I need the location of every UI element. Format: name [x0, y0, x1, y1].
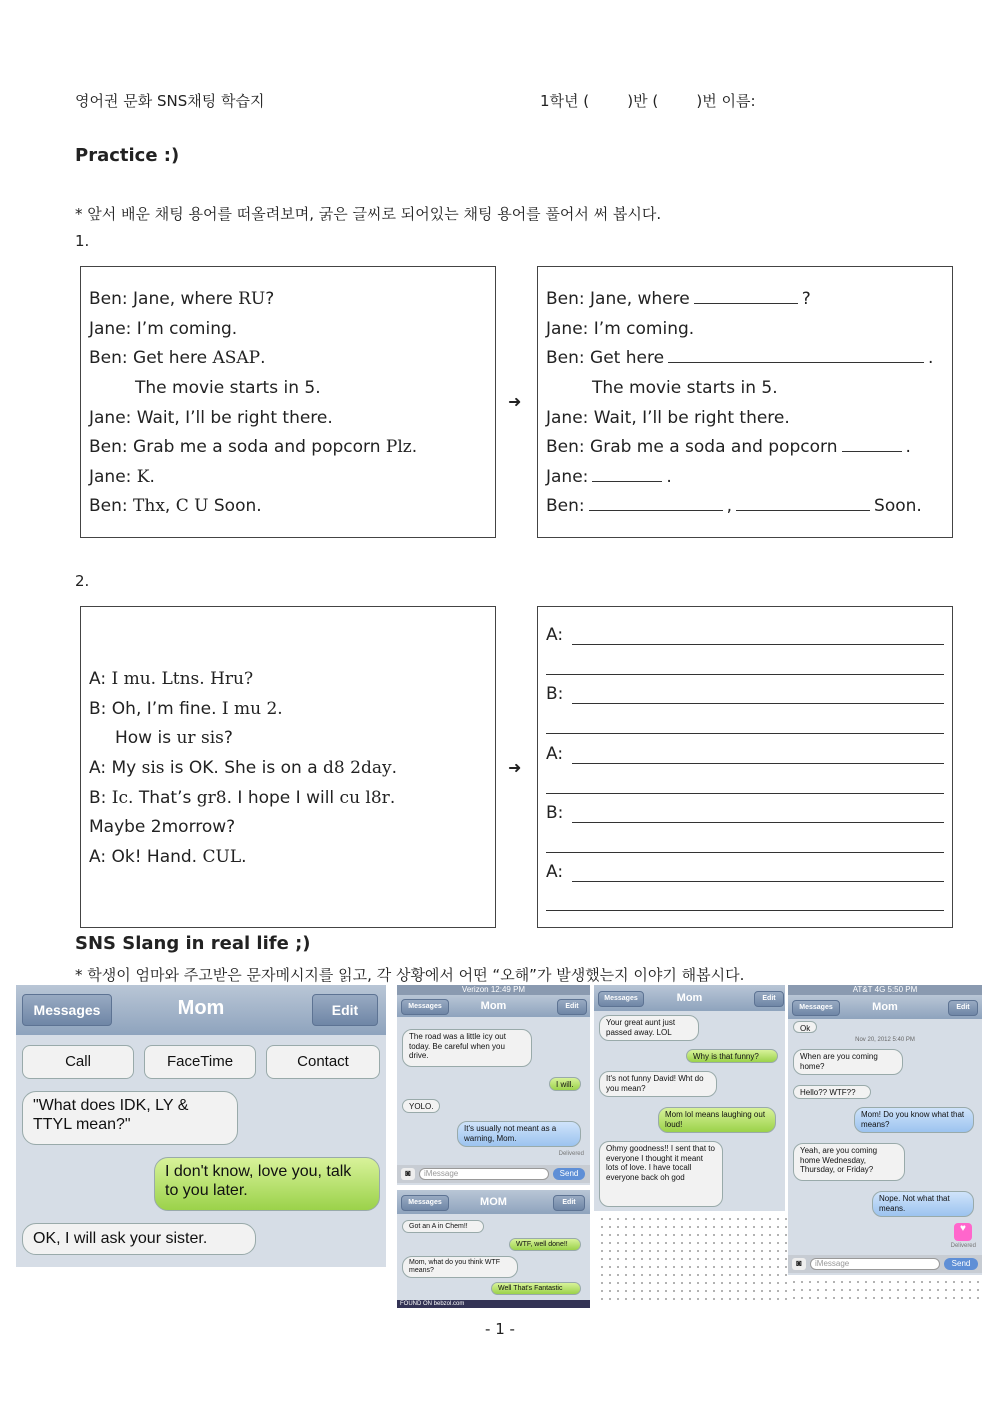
input-bar: [788, 1255, 982, 1273]
message-sent: Well That's Fantastic: [491, 1282, 581, 1295]
q2-left-line-6: Maybe 2morrow?: [89, 817, 236, 837]
facetime-button[interactable]: FaceTime: [144, 1045, 256, 1079]
background-pattern: [790, 1278, 982, 1302]
q2-answer-line[interactable]: [572, 703, 944, 704]
message-received: When are you coming home?: [793, 1049, 903, 1075]
q2-left-line-2: B: Oh, I’m fine. I mu 2.: [89, 699, 283, 719]
send-button[interactable]: Send: [944, 1258, 978, 1270]
source-footer: FOUND ON bebzol.com: [397, 1300, 590, 1308]
edit-button[interactable]: Edit: [754, 991, 784, 1007]
q2-left-line-7: A: Ok! Hand. CUL.: [89, 847, 247, 867]
screenshot-idk: [16, 985, 386, 1267]
blank-k[interactable]: [592, 467, 662, 482]
q2-answer-line[interactable]: [546, 852, 944, 853]
conversation-title: Mom: [480, 1000, 507, 1012]
delivered-label: Delivered: [950, 1243, 976, 1249]
contact-button[interactable]: Contact: [266, 1045, 380, 1079]
message-sent: I will.: [549, 1077, 581, 1091]
message-input[interactable]: iMessage: [810, 1258, 940, 1270]
blank-cu[interactable]: [736, 496, 870, 511]
q1-right-line-5: Jane: Wait, I’ll be right there.: [546, 408, 790, 428]
q1-right-line-6: Ben: Grab me a soda and popcorn .: [546, 437, 911, 457]
conversation-title: Mom: [872, 1001, 898, 1013]
camera-icon[interactable]: ◙: [792, 1258, 806, 1270]
messages-back-button[interactable]: Messages: [792, 1000, 840, 1016]
q2-answer-box: [537, 606, 953, 928]
camera-icon[interactable]: ◙: [401, 1168, 415, 1180]
screenshot-wtf-2: [788, 985, 982, 1275]
q2-answer-line[interactable]: [546, 793, 944, 794]
edit-button[interactable]: Edit: [557, 999, 587, 1015]
q1-left-line-6: Ben: Grab me a soda and popcorn Plz.: [89, 437, 418, 457]
q1-left-line-5: Jane: Wait, I’ll be right there.: [89, 408, 333, 428]
emoji-sticker-icon: ♥: [954, 1223, 972, 1241]
question-1-number: 1.: [75, 232, 90, 250]
message-received: It's not funny David! Wht do you mean?: [599, 1071, 717, 1097]
q1-left-line-1: Ben: Jane, where RU?: [89, 289, 275, 309]
delivered-label: Delivered: [558, 1151, 584, 1157]
message-sent: It's usually not meant as a warning, Mom.: [457, 1121, 581, 1147]
background-pattern: [598, 1215, 788, 1305]
page-number: - 1 -: [485, 1320, 515, 1338]
worksheet-title: 영어권 문화 SNS채팅 학습지: [75, 92, 265, 110]
message-received: Got an A in Chem!!: [402, 1220, 484, 1233]
q1-arrow-icon: ➜: [508, 392, 522, 411]
slang-instruction: * 학생이 엄마와 주고받은 문자메시지를 읽고, 각 상황에서 어떤 “오해”가 발생했는지 이야기 해봅시다.: [75, 966, 745, 984]
blank-thx[interactable]: [589, 496, 723, 511]
q1-right-line-7: Jane: .: [546, 467, 672, 487]
message-sent: Mom! Do you know what that means?: [854, 1107, 974, 1133]
message-received: Your great aunt just passed away. LOL: [599, 1015, 699, 1041]
message-received: "What does IDK, LY & TTYL mean?": [22, 1091, 238, 1145]
status-bar: AT&T 4G 5:50 PM: [788, 985, 982, 995]
message-sent: I don't know, love you, talk to you later.: [154, 1157, 380, 1211]
q1-left-line-2: Jane: I’m coming.: [89, 319, 238, 339]
q2-original-box: [80, 606, 496, 928]
q2-left-line-3: How is ur sis?: [115, 728, 233, 748]
q2-answer-line[interactable]: [572, 822, 944, 823]
messages-back-button[interactable]: Messages: [598, 991, 644, 1007]
q1-right-line-8: Ben: , Soon.: [546, 496, 922, 516]
q2-answer-label-b2: B:: [546, 803, 564, 823]
q1-left-line-8: Ben: Thx, C U Soon.: [89, 496, 262, 516]
send-button[interactable]: Send: [553, 1168, 585, 1180]
status-bar: Verizon 12:49 PM: [397, 985, 590, 995]
blank-ru[interactable]: [694, 289, 798, 304]
message-received: YOLO.: [402, 1099, 440, 1113]
q2-answer-line[interactable]: [572, 763, 944, 764]
message-sent: Nope. Not what that means.: [872, 1191, 974, 1217]
q1-left-line-3: Ben: Get here ASAP.: [89, 348, 266, 368]
q1-right-line-1: Ben: Jane, where ?: [546, 289, 811, 309]
message-received: The road was a little icy out today. Be careful when you drive.: [402, 1029, 532, 1067]
message-sent: WTF, well done!!: [509, 1238, 581, 1251]
message-received: Mom, what do you think WTF means?: [402, 1256, 518, 1278]
q2-answer-line[interactable]: [546, 733, 944, 734]
practice-heading: Practice :): [75, 145, 180, 166]
q2-arrow-icon: ➜: [508, 758, 522, 777]
blank-asap[interactable]: [668, 348, 924, 363]
edit-button[interactable]: Edit: [948, 1000, 978, 1016]
conversation-title: Mom: [676, 992, 703, 1004]
q1-left-line-7: Jane: K.: [89, 467, 155, 487]
screenshot-yolo: [397, 985, 590, 1185]
message-received: Ok: [793, 1021, 817, 1033]
screenshot-wtf: [397, 1190, 590, 1308]
q1-original-box: [80, 266, 496, 538]
message-received: Hello?? WTF??: [793, 1085, 871, 1099]
q2-left-line-4: A: My sis is OK. She is on a d8 2day.: [89, 758, 397, 778]
q2-answer-line[interactable]: [572, 644, 944, 645]
conversation-title: Mom: [177, 997, 225, 1019]
edit-button[interactable]: Edit: [553, 1195, 585, 1211]
input-bar: [397, 1165, 590, 1183]
class-info: 1학년 ( )반 ( )번 이름:: [540, 92, 756, 110]
message-input[interactable]: iMessage: [419, 1168, 549, 1180]
q1-answer-box: [537, 266, 953, 538]
messages-back-button[interactable]: Messages: [22, 994, 112, 1026]
message-received: Yeah, are you coming home Wednesday, Thursday, or Friday?: [793, 1143, 905, 1181]
q2-answer-label-a2: A:: [546, 744, 564, 764]
q2-answer-line[interactable]: [546, 910, 944, 911]
messages-back-button[interactable]: Messages: [401, 1195, 449, 1211]
q1-right-line-3: Ben: Get here .: [546, 348, 934, 368]
message-sent: Why is that funny?: [686, 1049, 778, 1063]
q2-answer-line[interactable]: [572, 881, 944, 882]
question-2-number: 2.: [75, 572, 90, 590]
messages-back-button[interactable]: Messages: [401, 999, 449, 1015]
q2-left-line-5: B: Ic. That’s gr8. I hope I will cu l8r.: [89, 788, 396, 808]
q2-answer-label-a1: A:: [546, 625, 564, 645]
q2-left-line-1: A: I mu. Ltns. Hru?: [89, 669, 254, 689]
timestamp: Nov 20, 2012 5:40 PM: [855, 1037, 915, 1043]
screenshot-lol: [594, 985, 785, 1211]
q2-answer-line[interactable]: [546, 674, 944, 675]
q2-answer-label-b1: B:: [546, 684, 564, 704]
call-button[interactable]: Call: [22, 1045, 134, 1079]
conversation-title: MOM: [480, 1196, 507, 1208]
message-received: Ohmy goodness!! I sent that to everyone I thought it meant lots of love. I have tocall everyone back oh god: [599, 1141, 723, 1207]
slang-heading: SNS Slang in real life ;): [75, 933, 311, 954]
practice-instruction: * 앞서 배운 채팅 용어를 떠올려보며, 굵은 글씨로 되어있는 채팅 용어를 풀어서 써 봅시다.: [75, 205, 662, 223]
q2-answer-label-a3: A:: [546, 862, 564, 882]
message-received: OK, I will ask your sister.: [22, 1223, 256, 1255]
q1-right-line-4: The movie starts in 5.: [592, 378, 778, 398]
edit-button[interactable]: Edit: [312, 994, 378, 1026]
blank-plz[interactable]: [842, 437, 902, 452]
q1-left-line-4: The movie starts in 5.: [135, 378, 321, 398]
message-sent: Mom lol means laughing out loud!: [658, 1107, 776, 1133]
q1-right-line-2: Jane: I’m coming.: [546, 319, 695, 339]
